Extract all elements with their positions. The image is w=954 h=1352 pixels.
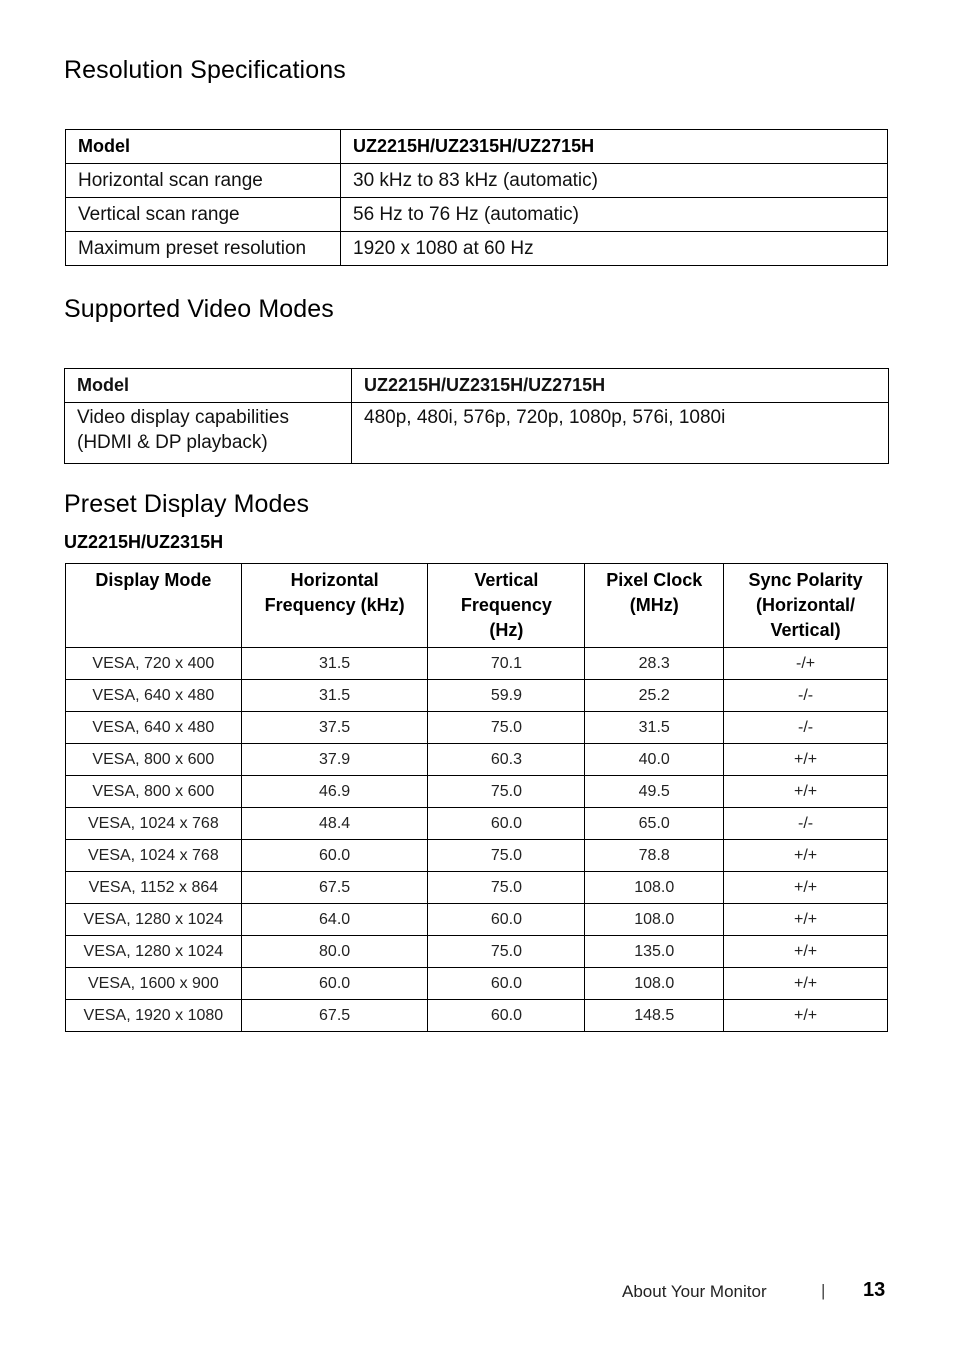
header-cell (724, 564, 888, 648)
header-cell: UZ2215H/UZ2315H/UZ2715H (341, 130, 888, 164)
table-row (66, 776, 888, 808)
header-cell: Model (66, 130, 341, 164)
table-cell: 64.0 (241, 904, 428, 936)
header-cell: UZ2215H/UZ2315H/UZ2715H (352, 369, 889, 403)
table-cell: 60.0 (428, 968, 585, 1000)
table-cell: +/+ (724, 1000, 888, 1032)
table-cell: VESA, 1280 x 1024 (66, 904, 242, 936)
table-cell: Maximum preset resolution (66, 232, 341, 266)
table-cell: VESA, 1280 x 1024 (66, 936, 242, 968)
preset-heading: Preset Display Modes (64, 490, 310, 518)
video-heading: Supported Video Modes (64, 295, 334, 323)
table-cell: +/+ (724, 744, 888, 776)
table-row (66, 744, 888, 776)
table-row (66, 198, 888, 232)
header-line: Display Mode (95, 570, 212, 590)
table-row (66, 808, 888, 840)
table-row (66, 232, 888, 266)
table-cell: VESA, 1600 x 900 (66, 968, 242, 1000)
header-line: Vertical) (770, 620, 841, 640)
table-row (66, 936, 888, 968)
footer-separator: | (821, 1281, 826, 1300)
table-row (66, 648, 888, 680)
table-cell: 75.0 (428, 872, 585, 904)
header-line: Horizontal (290, 570, 379, 590)
table-cell: Horizontal scan range (66, 164, 341, 198)
table-header-row (66, 130, 888, 164)
header-cell: Model (65, 369, 352, 403)
table-cell: VESA, 640 x 480 (66, 712, 242, 744)
table-cell: 108.0 (585, 968, 724, 1000)
table-cell: 56 Hz to 76 Hz (automatic) (341, 198, 888, 232)
table-cell: 30 kHz to 83 kHz (automatic) (341, 164, 888, 198)
header-line: Pixel Clock (606, 570, 703, 590)
table-cell: 31.5 (241, 680, 428, 712)
table-header-row (65, 369, 889, 403)
table-cell: 60.0 (241, 968, 428, 1000)
header-cell (241, 564, 428, 648)
table-cell: -/- (724, 680, 888, 712)
header-line: Frequency (460, 595, 552, 615)
table-cell: 75.0 (428, 712, 585, 744)
cell-line: Video display capabilities (77, 407, 289, 428)
table-cell: VESA, 720 x 400 (66, 648, 242, 680)
header-line: Frequency (kHz) (264, 595, 405, 615)
table-cell: Vertical scan range (66, 198, 341, 232)
header-line: Vertical (474, 570, 539, 590)
preset-modes-body (66, 648, 888, 1032)
preset-modes-table (65, 563, 888, 1032)
table-cell: +/+ (724, 968, 888, 1000)
table-cell: 67.5 (241, 1000, 428, 1032)
table-cell: VESA, 1024 x 768 (66, 840, 242, 872)
table-cell: VESA, 1024 x 768 (66, 808, 242, 840)
table-cell: 60.0 (428, 808, 585, 840)
table-cell: 60.0 (428, 1000, 585, 1032)
header-line: Sync Polarity (748, 570, 863, 590)
table-cell: 75.0 (428, 936, 585, 968)
table-cell: 31.5 (585, 712, 724, 744)
table-cell: VESA, 1920 x 1080 (66, 1000, 242, 1032)
table-row (66, 680, 888, 712)
cell-line: (HDMI & DP playback) (77, 432, 268, 453)
table-cell: 48.4 (241, 808, 428, 840)
table-cell: +/+ (724, 840, 888, 872)
header-line: (MHz) (629, 595, 679, 615)
table-row (65, 403, 889, 464)
table-cell: 75.0 (428, 840, 585, 872)
table-cell: 59.9 (428, 680, 585, 712)
table-cell: 67.5 (241, 872, 428, 904)
header-line: (Hz) (489, 620, 524, 640)
table-cell: 31.5 (241, 648, 428, 680)
table-row (66, 872, 888, 904)
preset-subheading: UZ2215H/UZ2315H (64, 532, 224, 552)
table-cell: 108.0 (585, 904, 724, 936)
table-cell: 46.9 (241, 776, 428, 808)
table-cell: 480p, 480i, 576p, 720p, 1080p, 576i, 1080i (352, 403, 889, 464)
table-cell: 37.9 (241, 744, 428, 776)
table-cell: 70.1 (428, 648, 585, 680)
table-row (66, 712, 888, 744)
table-cell: 75.0 (428, 776, 585, 808)
table-cell: 65.0 (585, 808, 724, 840)
table-cell: VESA, 800 x 600 (66, 744, 242, 776)
table-row (66, 904, 888, 936)
table-row (66, 164, 888, 198)
table-cell: 25.2 (585, 680, 724, 712)
table-cell: VESA, 1152 x 864 (66, 872, 242, 904)
header-line: (Horizontal/ (756, 595, 856, 615)
table-cell: 135.0 (585, 936, 724, 968)
table-cell: 28.3 (585, 648, 724, 680)
table-cell: 148.5 (585, 1000, 724, 1032)
table-cell: 108.0 (585, 872, 724, 904)
table-cell: VESA, 640 x 480 (66, 680, 242, 712)
table-header-row (66, 564, 888, 648)
table-cell: +/+ (724, 936, 888, 968)
header-cell (585, 564, 724, 648)
table-cell: 80.0 (241, 936, 428, 968)
table-cell: 1920 x 1080 at 60 Hz (341, 232, 888, 266)
table-cell: 60.0 (428, 904, 585, 936)
table-cell: +/+ (724, 904, 888, 936)
page-number: 13 (863, 1279, 886, 1301)
table-cell: 78.8 (585, 840, 724, 872)
table-row (66, 840, 888, 872)
table-cell: VESA, 800 x 600 (66, 776, 242, 808)
table-cell: -/- (724, 712, 888, 744)
table-cell: 40.0 (585, 744, 724, 776)
table-cell (65, 403, 352, 464)
table-cell: -/+ (724, 648, 888, 680)
table-cell: 49.5 (585, 776, 724, 808)
resolution-table (65, 129, 888, 266)
video-modes-table (64, 368, 889, 464)
table-cell: 37.5 (241, 712, 428, 744)
footer-section-title: About Your Monitor (622, 1282, 767, 1301)
resolution-heading: Resolution Specifications (64, 56, 346, 84)
header-cell (66, 564, 242, 648)
table-row (66, 968, 888, 1000)
table-row (66, 1000, 888, 1032)
table-cell: +/+ (724, 872, 888, 904)
table-cell: -/- (724, 808, 888, 840)
table-cell: 60.0 (241, 840, 428, 872)
table-cell: +/+ (724, 776, 888, 808)
table-cell: 60.3 (428, 744, 585, 776)
header-cell (428, 564, 585, 648)
